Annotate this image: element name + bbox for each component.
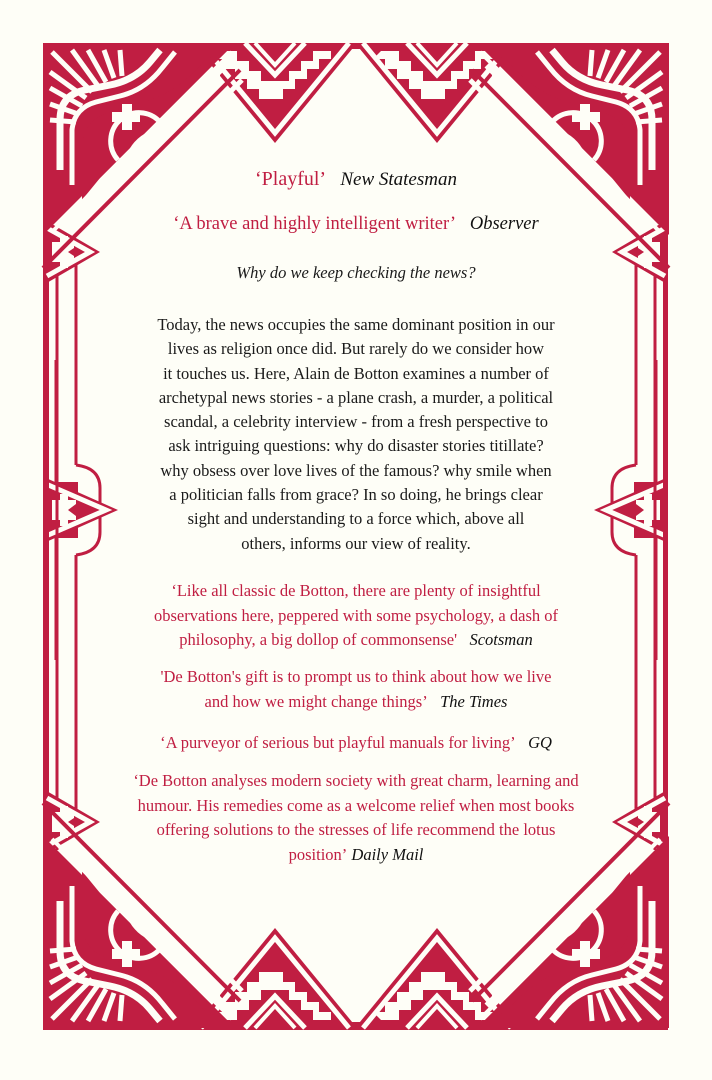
- blurb-line: it touches us. Here, Alain de Botton examines a number of: [163, 363, 549, 383]
- quote-source: Observer: [469, 214, 539, 234]
- quote-line: ‘De Botton analyses modern society with great charm, learning and: [133, 771, 579, 790]
- quote-source: Scotsman: [469, 630, 533, 649]
- quote-line: philosophy, a big dollop of commonsense': [179, 630, 458, 649]
- blurb-line: why obsess over love lives of the famous? why smile when: [160, 460, 552, 480]
- blurb-line: archetypal news stories - a plane crash, a murder, a political: [158, 387, 554, 407]
- blurb-line: others, informs our view of reality.: [241, 533, 471, 553]
- review-quote-scotsman: [110, 579, 602, 653]
- review-quote-gq: [110, 731, 602, 756]
- review-quote-daily-mail: [110, 769, 602, 867]
- quote-line: observations here, peppered with some psychology, a dash of: [154, 605, 558, 625]
- quote-line: offering solutions to the stresses of life recommend the lotus: [156, 820, 556, 839]
- blurb-line: sight and understanding to a force which, above all: [187, 509, 525, 529]
- quote-line: position’: [288, 844, 348, 864]
- tagline: Why do we keep checking the news?: [236, 263, 476, 282]
- header-quote-2: [110, 214, 602, 235]
- quote-text: ‘Playful’: [255, 168, 327, 190]
- blurb-line: lives as religion once did. But rarely do we consider how: [167, 339, 545, 359]
- blurb-line: scandal, a celebrity interview - from a fresh perspective to: [164, 412, 548, 432]
- quote-source: GQ: [528, 733, 552, 752]
- blurb-line: ask intriguing questions: why do disaster stories titillate?: [168, 436, 544, 456]
- quote-line: and how we might change things’: [204, 691, 428, 711]
- quote-source: Daily Mail: [351, 844, 424, 864]
- blurb-line: a politician falls from grace? In so doing, he brings clear: [169, 485, 543, 505]
- blurb-line: Today, the news occupies the same dominant position in our: [157, 315, 555, 334]
- quote-line: humour. His remedies come as a welcome relief when most books: [137, 795, 575, 815]
- quote-text: ‘A brave and highly intelligent writer’: [173, 214, 456, 234]
- review-quote-times: [110, 665, 602, 714]
- quote-line: ‘A purveyor of serious but playful manuals for living’: [160, 733, 516, 752]
- blurb-paragraph: [110, 313, 602, 556]
- quote-source: The Times: [440, 691, 508, 711]
- header-quote-1: [110, 168, 602, 191]
- quote-line: 'De Botton's gift is to prompt us to think about how we live: [160, 667, 552, 686]
- quote-source: New Statesman: [340, 169, 457, 190]
- quote-line: ‘Like all classic de Botton, there are plenty of insightful: [171, 581, 541, 600]
